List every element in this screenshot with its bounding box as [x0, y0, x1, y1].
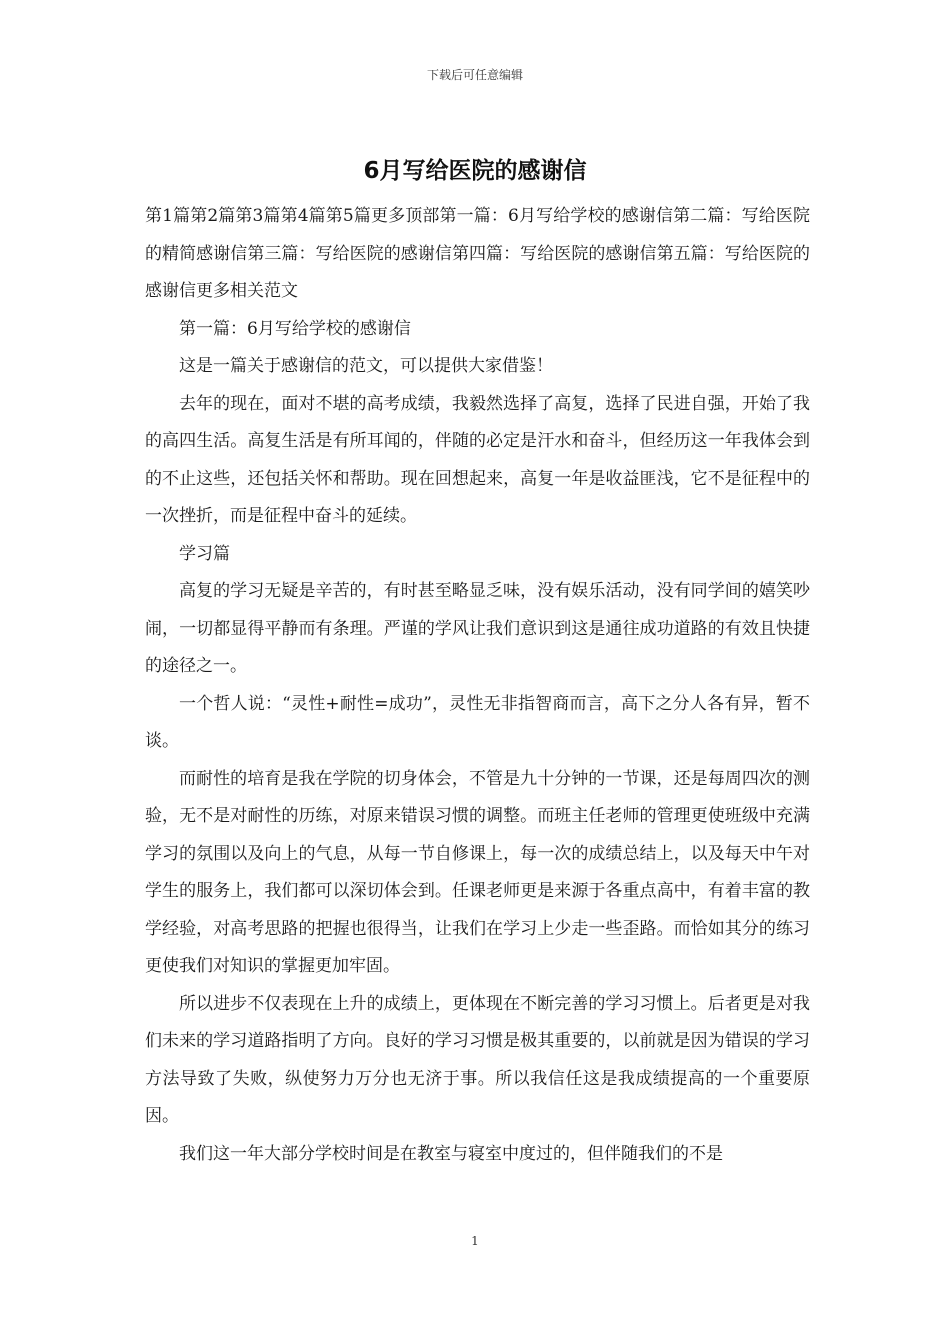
section-heading: 第一篇：6月写给学校的感谢信 — [179, 318, 411, 339]
paragraph: 而耐性的培育是我在学院的切身体会，不管是九十分钟的一节课，还是每周四次的测验，无不是对耐性的历练，对原来错误习惯的调整。而班主任老师的管理更使班级中充满学习的氛围以及向上的气息，从每一节自修课上，每一次的成绩总结上，以及每天中午对学生的服务上，我们都可以深切体会到。任课老师更是来源于各重点高中，有着丰富的教学经验，对高考思路的把握也很得当，让我们在学习上少走一些歪路。而恰如其分的练习更使我们对知识的掌握更加牢固。 — [145, 768, 810, 976]
document-title: 6月写给医院的感谢信 — [363, 158, 587, 184]
paragraph: 去年的现在，面对不堪的高考成绩，我毅然选择了高复，选择了民进自强，开始了我的高四生活。高复生活是有所耳闻的，伴随的必定是汗水和奋斗，但经历这一年我体会到的不止这些，还包括关怀和帮助。现在回想起来，高复一年是收益匪浅，它不是征程中的一次挫折，而是征程中奋斗的延续。 — [145, 393, 810, 526]
contents-line: 第1篇第2篇第3篇第4篇第5篇更多顶部第一篇：6月写给学校的感谢信第二篇：写给医院的精简感谢信第三篇：写给医院的感谢信第四篇：写给医院的感谢信第五篇：写给医院的感谢信更多相关范文 — [145, 206, 810, 301]
page-number: 1 — [471, 1234, 479, 1248]
paragraph: 一个哲人说：“灵性+耐性=成功”，灵性无非指智商而言，高下之分人各有异，暂不谈。 — [145, 693, 810, 751]
paragraph: 我们这一年大部分学校时间是在教室与寝室中度过的，但伴随我们的不是 — [179, 1143, 723, 1164]
subsection-heading: 学习篇 — [179, 543, 230, 564]
page-header: 下载后可任意编辑 — [426, 68, 523, 82]
document-body — [145, 198, 810, 1173]
paragraph: 这是一篇关于感谢信的范文，可以提供大家借鉴！ — [179, 356, 553, 376]
paragraph: 高复的学习无疑是辛苦的，有时甚至略显乏味，没有娱乐活动，没有同学间的嬉笑吵闹，一切都显得平静而有条理。严谨的学风让我们意识到这是通往成功道路的有效且快捷的途径之一。 — [145, 581, 810, 676]
paragraph: 所以进步不仅表现在上升的成绩上，更体现在不断完善的学习习惯上。后者更是对我们未来的学习道路指明了方向。良好的学习习惯是极其重要的，以前就是因为错误的学习方法导致了失败，纵使努力万分也无济于事。所以我信任这是我成绩提高的一个重要原因。 — [145, 993, 810, 1126]
